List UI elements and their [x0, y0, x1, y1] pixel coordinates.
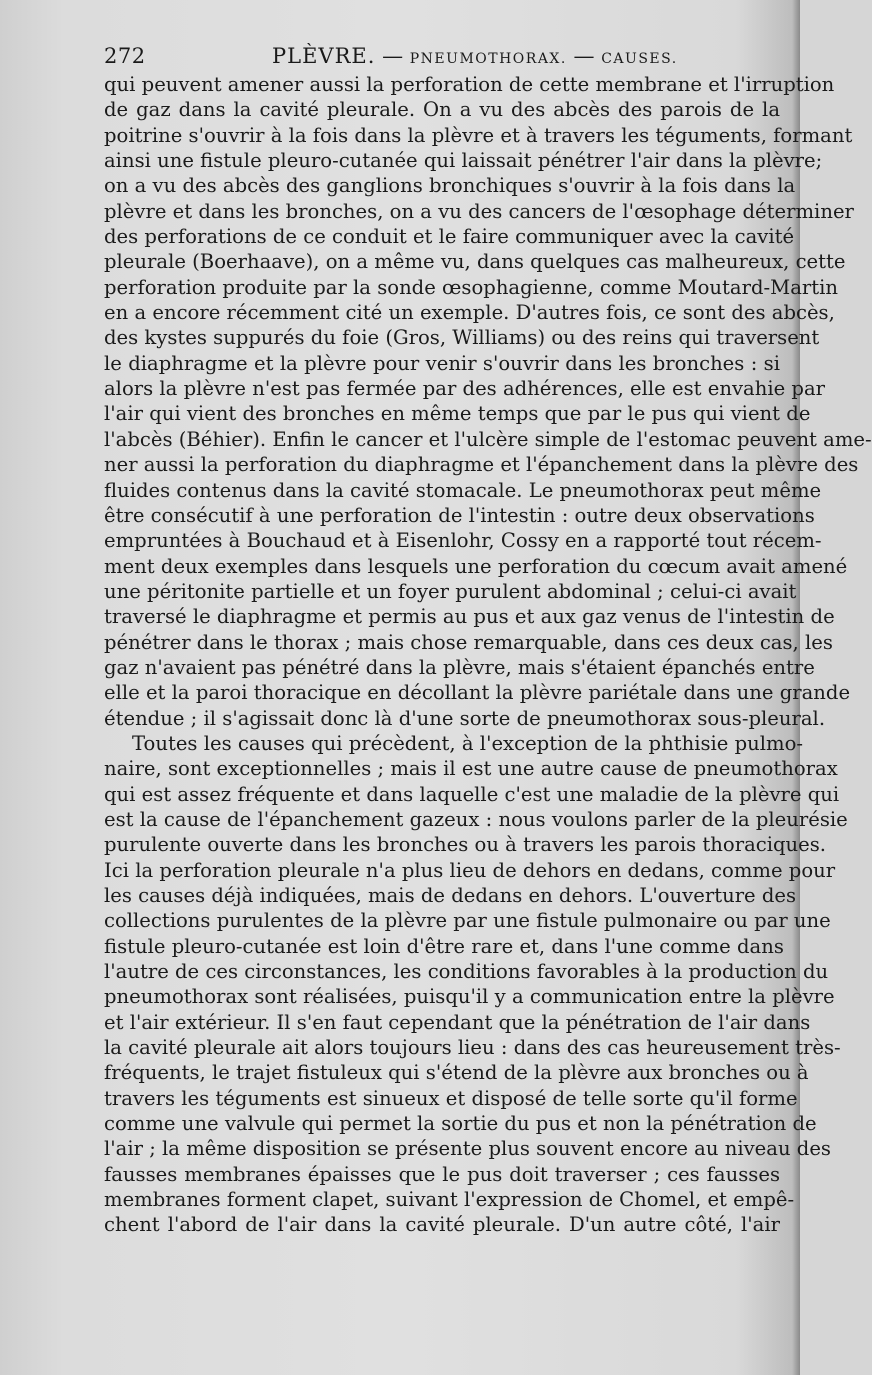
text-line: fausses membranes épaisses que le pus doit traverser ; ces fausses	[104, 1162, 780, 1186]
text-line: l'air ; la même disposition se présente plus souvent encore au niveau des	[104, 1137, 831, 1161]
text-line: en a encore récemment cité un exemple. D'autres fois, ce sont des abcès,	[104, 301, 835, 325]
running-title	[272, 44, 678, 68]
text-line: chent l'abord de l'air dans la cavité pleurale. D'un autre côté, l'air	[104, 1213, 780, 1237]
title-dash: —	[375, 44, 410, 68]
text-line: empruntées à Bouchaud et à Eisenlohr, Cossy en a rapporté tout récem-	[104, 529, 822, 553]
text-line: la cavité pleurale ait alors toujours lieu : dans des cas heureusement très-	[104, 1036, 841, 1060]
text-line: alors la plèvre n'est pas fermée par des adhérences, elle est envahie par	[104, 377, 826, 401]
text-line: traversé le diaphragme et permis au pus et aux gaz venus de l'intestin de	[104, 605, 835, 629]
text-line: être consécutif à une perforation de l'intestin : outre deux observations	[104, 503, 815, 527]
text-line: de gaz dans la cavité pleurale. On a vu des abcès des parois de la	[104, 98, 780, 122]
text-line: fistule pleuro-cutanée est loin d'être rare et, dans l'une comme dans	[104, 934, 784, 958]
title-sub: CAUSES.	[601, 51, 678, 67]
text-line: une péritonite partielle et un foyer purulent abdominal ; celui-ci avait	[104, 579, 797, 603]
text-line: plèvre et dans les bronches, on a vu des cancers de l'œsophage déterminer	[104, 199, 854, 223]
body-text	[104, 72, 872, 1238]
text-line: l'air qui vient des bronches en même temps que par le pus qui vient de	[104, 402, 811, 426]
text-line: l'autre de ces circonstances, les conditions favorables à la production du	[104, 960, 829, 984]
text-line: Toutes les causes qui précèdent, à l'exception de la phthisie pulmo-	[132, 731, 804, 755]
text-line: et l'air extérieur. Il s'en faut cependant que la pénétration de l'air dans	[104, 1010, 811, 1034]
text-line: pleurale (Boerhaave), on a même vu, dans quelques cas malheureux, cette	[104, 250, 846, 274]
text-line: ner aussi la perforation du diaphragme et l'épanchement dans la plèvre des	[104, 453, 859, 477]
title-section: PNEUMOTHORAX.	[409, 51, 567, 67]
text-line: gaz n'avaient pas pénétré dans la plèvre, mais s'étaient épanchés entre	[104, 655, 815, 679]
text-line: fluides contenus dans la cavité stomacale. Le pneumothorax peut même	[104, 478, 822, 502]
text-line: poitrine s'ouvrir à la fois dans la plèvre et à travers les téguments, formant	[104, 123, 853, 147]
text-line: qui est assez fréquente et dans laquelle c'est une maladie de la plèvre qui	[104, 782, 840, 806]
text-line: l'abcès (Béhier). Enfin le cancer et l'ulcère simple de l'estomac peuvent ame-	[104, 427, 872, 451]
text-line: pénétrer dans le thorax ; mais chose remarquable, dans ces deux cas, les	[104, 630, 833, 654]
title-dash: —	[566, 44, 602, 68]
text-line: est la cause de l'épanchement gazeux : nous voulons parler de la pleurésie	[104, 807, 848, 831]
text-line: on a vu des abcès des ganglions bronchiques s'ouvrir à la fois dans la	[104, 174, 796, 198]
text-line: pneumothorax sont réalisées, puisqu'il y a communication entre la plèvre	[104, 985, 835, 1009]
text-line: des kystes suppurés du foie (Gros, Williams) ou des reins qui traversent	[104, 326, 820, 350]
text-line: qui peuvent amener aussi la perforation de cette membrane et l'irruption	[104, 73, 835, 96]
text-line: elle et la paroi thoracique en décollant la plèvre pariétale dans une grande	[104, 681, 851, 705]
running-header	[104, 44, 780, 70]
text-line: collections purulentes de la plèvre par une fistule pulmonaire ou par une	[104, 909, 831, 933]
text-line: les causes déjà indiquées, mais de dedans en dehors. L'ouverture des	[104, 884, 797, 907]
text-line: étendue ; il s'agissait donc là d'une sorte de pneumothorax sous-pleural.	[104, 706, 826, 730]
text-line: des perforations de ce conduit et le faire communiquer avec la cavité	[104, 225, 795, 249]
page-number: 272	[104, 44, 146, 68]
text-line: ment deux exemples dans lesquels une perforation du cœcum avait amené	[104, 554, 848, 578]
text-line: comme une valvule qui permet la sortie du pus et non la pénétration de	[104, 1112, 817, 1136]
text-line: le diaphragme et la plèvre pour venir s'ouvrir dans les bronches : si	[104, 351, 780, 375]
text-line: membranes forment clapet, suivant l'expression de Chomel, et empê-	[104, 1188, 795, 1212]
text-line: Ici la perforation pleurale n'a plus lieu de dehors en dedans, comme pour	[104, 858, 836, 882]
text-line: naire, sont exceptionnelles ; mais il est une autre cause de pneumothorax	[104, 757, 838, 781]
title-main: PLÈVRE.	[272, 44, 376, 68]
text-line: fréquents, le trajet fistuleux qui s'étend de la plèvre aux bronches ou à	[104, 1061, 809, 1085]
text-line: perforation produite par la sonde œsophagienne, comme Moutard-Martin	[104, 275, 839, 299]
text-line: travers les téguments est sinueux et disposé de telle sorte qu'il forme	[104, 1086, 798, 1110]
text-line: ainsi une fistule pleuro-cutanée qui laissait pénétrer l'air dans la plèvre;	[104, 149, 823, 173]
text-line: purulente ouverte dans les bronches ou à travers les parois thoraciques.	[104, 833, 827, 857]
